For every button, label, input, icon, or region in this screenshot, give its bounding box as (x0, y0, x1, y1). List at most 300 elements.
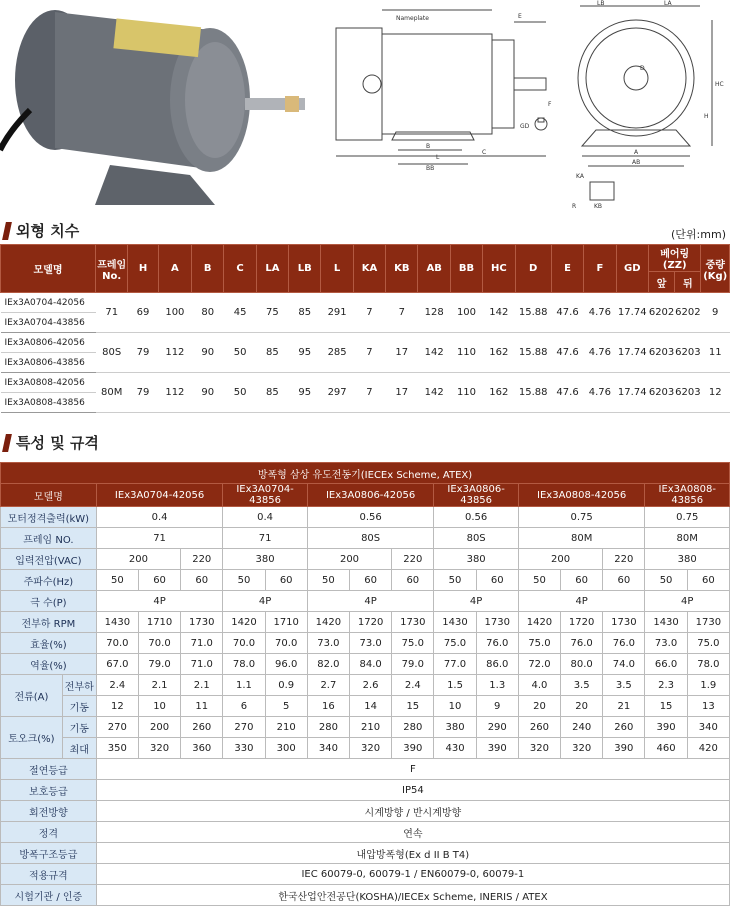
spec-value-cell: 380 (223, 549, 307, 570)
spec-value-cell: 연속 (96, 822, 729, 843)
dimension-value-cell: 47.6 (551, 373, 583, 413)
dim-header: B (192, 245, 224, 293)
spec-label-cell: 극 수(P) (1, 591, 97, 612)
spec-value-cell: 420 (687, 738, 729, 759)
spec-value-cell: 2.4 (96, 675, 138, 696)
spec-sublabel-cell: 전부하 (62, 675, 96, 696)
dim-header-bearing-front: 앞 (648, 272, 674, 293)
spec-value-cell: 11 (181, 696, 223, 717)
spec-value-cell: 1720 (561, 612, 603, 633)
spec-value-cell: 70.0 (138, 633, 180, 654)
dim-hc: HC (715, 81, 724, 88)
table-row (1, 843, 730, 864)
dimension-value-cell: 112 (158, 333, 191, 373)
dim-header-model: 모델명 (1, 245, 96, 293)
spec-value-cell: 50 (223, 570, 265, 591)
table-row (1, 717, 730, 738)
spec-value-cell: 60 (476, 570, 518, 591)
table-row (1, 654, 730, 675)
dimension-value-cell: 6203 (675, 333, 701, 373)
spec-value-cell: 80.0 (561, 654, 603, 675)
spec-value-cell: 1730 (181, 612, 223, 633)
spec-value-cell: 4P (307, 591, 434, 612)
dim-gd: GD (520, 123, 530, 130)
spec-value-cell: 50 (307, 570, 349, 591)
dimension-value-cell: 285 (321, 333, 353, 373)
spec-value-cell: 1720 (350, 612, 392, 633)
spec-value-cell: 390 (645, 717, 687, 738)
spec-value-cell: 1.9 (687, 675, 729, 696)
spec-label-cell: 방폭구조등급 (1, 843, 97, 864)
spec-value-cell: 84.0 (350, 654, 392, 675)
dimension-value-cell: 69 (128, 293, 158, 333)
table-row (1, 333, 730, 353)
spec-value-cell: 76.0 (603, 633, 645, 654)
spec-value-cell: 320 (561, 738, 603, 759)
spec-value-cell: 4P (645, 591, 730, 612)
dimension-value-cell: 110 (450, 333, 482, 373)
spec-label-cell: 절연등급 (1, 759, 97, 780)
front-view-drawing (578, 6, 712, 200)
dim-la: LA (664, 0, 672, 7)
product-figure (0, 0, 730, 210)
spec-label-cell: 전부하 RPM (1, 612, 97, 633)
spec-value-cell: 1.1 (223, 675, 265, 696)
table-row (1, 633, 730, 654)
spec-value-cell: 1710 (138, 612, 180, 633)
spec-table-body (1, 463, 730, 906)
table-row (1, 822, 730, 843)
dim-header: F (584, 245, 616, 293)
spec-label-cell: 입력전압(VAC) (1, 549, 97, 570)
spec-value-cell: 9 (476, 696, 518, 717)
model-name-cell: IEx3A0704-42056 (1, 293, 96, 313)
spec-value-cell: 4P (223, 591, 307, 612)
table-row (1, 463, 730, 484)
dim-bb: BB (426, 165, 435, 172)
spec-value-cell: 77.0 (434, 654, 476, 675)
spec-value-cell: 220 (603, 549, 645, 570)
table-row (1, 696, 730, 717)
spec-value-cell: 270 (223, 717, 265, 738)
dimension-value-cell: 128 (418, 293, 450, 333)
dimension-value-cell: 6203 (648, 333, 674, 373)
dim-c: C (482, 149, 487, 156)
dim-header: LB (289, 245, 321, 293)
dimension-value-cell: 90 (192, 373, 224, 413)
spec-value-cell: 270 (96, 717, 138, 738)
dimension-value-cell: 162 (483, 373, 515, 413)
dimension-value-cell: 80M (96, 373, 128, 413)
spec-value-cell: 2.3 (645, 675, 687, 696)
dimension-value-cell: 12 (701, 373, 730, 413)
spec-value-cell: 80S (307, 528, 434, 549)
dim-lb: LB (597, 0, 605, 7)
spec-value-cell: 75.0 (687, 633, 729, 654)
spec-value-cell: 80M (518, 528, 645, 549)
spec-value-cell: 200 (518, 549, 602, 570)
table-row (1, 570, 730, 591)
spec-value-cell: 300 (265, 738, 307, 759)
motor-photo (0, 10, 305, 205)
spec-value-cell: 320 (350, 738, 392, 759)
spec-model-cell: IEx3A0806-42056 (307, 484, 434, 507)
spec-value-cell: 79.0 (392, 654, 434, 675)
dimension-value-cell: 7 (353, 373, 385, 413)
table-row (1, 801, 730, 822)
spec-value-cell: 380 (645, 549, 730, 570)
spec-value-cell: 78.0 (687, 654, 729, 675)
dimension-value-cell: 90 (192, 333, 224, 373)
title-marker-icon (2, 434, 12, 452)
dimension-table (0, 244, 730, 413)
spec-value-cell: 60 (350, 570, 392, 591)
table-row (1, 373, 730, 393)
spec-value-cell: 290 (476, 717, 518, 738)
spec-value-cell: 73.0 (307, 633, 349, 654)
spec-value-cell: 220 (392, 549, 434, 570)
spec-value-cell: 1430 (96, 612, 138, 633)
spec-value-cell: 260 (181, 717, 223, 738)
spec-value-cell: 67.0 (96, 654, 138, 675)
spec-value-cell: 71.0 (181, 633, 223, 654)
spec-value-cell: 72.0 (518, 654, 560, 675)
spec-value-cell: 60 (561, 570, 603, 591)
table-row (1, 864, 730, 885)
spec-value-cell: 75.0 (518, 633, 560, 654)
dimension-value-cell: 291 (321, 293, 353, 333)
spec-value-cell: 1420 (307, 612, 349, 633)
dimension-value-cell: 80S (96, 333, 128, 373)
spec-label-cell: 보호등급 (1, 780, 97, 801)
spec-table-title: 방폭형 삼상 유도전동기(IECEx Scheme, ATEX) (1, 463, 730, 484)
dimension-value-cell: 47.6 (551, 333, 583, 373)
spec-label-cell: 적용규격 (1, 864, 97, 885)
spec-model-cell: IEx3A0808-42056 (518, 484, 645, 507)
dim-d: D (640, 65, 645, 72)
spec-value-cell: 70.0 (96, 633, 138, 654)
nameplate-label: Nameplate (396, 15, 429, 22)
dim-b: B (426, 143, 431, 150)
spec-value-cell: 5 (265, 696, 307, 717)
table-row (1, 612, 730, 633)
spec-value-cell: 1730 (392, 612, 434, 633)
spec-value-cell: 2.4 (392, 675, 434, 696)
spec-value-cell: 71.0 (181, 654, 223, 675)
spec-value-cell: 340 (687, 717, 729, 738)
dim-header: D (515, 245, 551, 293)
spec-value-cell: 0.56 (434, 507, 518, 528)
spec-value-cell: 390 (476, 738, 518, 759)
spec-value-cell: 60 (687, 570, 729, 591)
spec-value-cell: 1430 (434, 612, 476, 633)
dimension-value-cell: 15.88 (515, 293, 551, 333)
dimension-value-cell: 100 (450, 293, 482, 333)
spec-value-cell: 82.0 (307, 654, 349, 675)
dim-header: E (551, 245, 583, 293)
table-row (1, 528, 730, 549)
spec-value-cell: 360 (181, 738, 223, 759)
spec-value-cell: 50 (645, 570, 687, 591)
dimension-value-cell: 17 (386, 373, 418, 413)
spec-label-cell: 모터정격출력(kW) (1, 507, 97, 528)
dimension-value-cell: 15.88 (515, 333, 551, 373)
spec-value-cell: 50 (434, 570, 476, 591)
spec-value-cell: 20 (518, 696, 560, 717)
dimension-value-cell: 15.88 (515, 373, 551, 413)
spec-label-cell: 정격 (1, 822, 97, 843)
spec-value-cell: 0.9 (265, 675, 307, 696)
spec-value-cell: 2.6 (350, 675, 392, 696)
spec-value-cell: 4P (518, 591, 645, 612)
dim-header: AB (418, 245, 450, 293)
table-row (1, 507, 730, 528)
spec-value-cell: 13 (687, 696, 729, 717)
spec-model-cell: IEx3A0808-43856 (645, 484, 730, 507)
dim-ka: KA (576, 173, 584, 180)
dim-header-frame: 프레임 No. (96, 245, 128, 293)
dim-header: KB (386, 245, 418, 293)
dim-header: C (224, 245, 256, 293)
spec-value-cell: 1730 (476, 612, 518, 633)
table-row (1, 591, 730, 612)
dimension-value-cell: 112 (158, 373, 191, 413)
dim-header: H (128, 245, 158, 293)
dimension-value-cell: 79 (128, 373, 158, 413)
spec-value-cell: 16 (307, 696, 349, 717)
spec-value-cell: 74.0 (603, 654, 645, 675)
spec-value-cell: 4P (434, 591, 518, 612)
dimension-value-cell: 95 (289, 373, 321, 413)
spec-label-cell: 토오크(%) (1, 717, 63, 759)
dimension-value-cell: 6203 (648, 373, 674, 413)
dim-header: L (321, 245, 353, 293)
dim-header: LA (256, 245, 288, 293)
dimension-value-cell: 17 (386, 333, 418, 373)
spec-value-cell: 210 (265, 717, 307, 738)
spec-value-cell: 220 (181, 549, 223, 570)
unit-label: (단위:mm) (671, 228, 726, 241)
spec-value-cell: 340 (307, 738, 349, 759)
spec-value-cell: 60 (265, 570, 307, 591)
table-row (1, 738, 730, 759)
spec-sublabel-cell: 기동 (62, 696, 96, 717)
table-row (1, 885, 730, 906)
spec-sublabel-cell: 기동 (62, 717, 96, 738)
spec-value-cell: 320 (518, 738, 560, 759)
spec-value-cell: 390 (392, 738, 434, 759)
spec-value-cell: 75.0 (434, 633, 476, 654)
spec-label-cell: 모델명 (1, 484, 97, 507)
spec-value-cell: 240 (561, 717, 603, 738)
spec-value-cell: 78.0 (223, 654, 265, 675)
dimension-value-cell: 45 (224, 293, 256, 333)
spec-value-cell: 한국산업안전공단(KOSHA)/IECEx Scheme, INERIS / ATEX (96, 885, 729, 906)
spec-value-cell: 71 (223, 528, 307, 549)
spec-value-cell: 75.0 (392, 633, 434, 654)
spec-value-cell: 96.0 (265, 654, 307, 675)
spec-value-cell: 60 (138, 570, 180, 591)
dimension-value-cell: 9 (701, 293, 730, 333)
dimension-value-cell: 6202 (648, 293, 674, 333)
spec-value-cell: 1730 (603, 612, 645, 633)
dimension-value-cell: 6203 (675, 373, 701, 413)
dim-header: A (158, 245, 191, 293)
dim-header: GD (616, 245, 648, 293)
dimension-value-cell: 162 (483, 333, 515, 373)
spec-value-cell: 70.0 (265, 633, 307, 654)
spec-value-cell: 86.0 (476, 654, 518, 675)
dim-header: HC (483, 245, 515, 293)
spec-value-cell: 79.0 (138, 654, 180, 675)
dimension-value-cell: 80 (192, 293, 224, 333)
spec-value-cell: 71 (96, 528, 223, 549)
dim-f: F (548, 101, 552, 108)
dimension-value-cell: 100 (158, 293, 191, 333)
table-row (1, 293, 730, 313)
spec-value-cell: 0.4 (223, 507, 307, 528)
dim-a: A (634, 149, 639, 156)
spec-model-cell: IEx3A0806-43856 (434, 484, 518, 507)
side-view-drawing (336, 10, 546, 164)
spec-value-cell: 70.0 (223, 633, 265, 654)
spec-value-cell: 10 (138, 696, 180, 717)
dim-header: BB (450, 245, 482, 293)
table-row (1, 484, 730, 507)
spec-value-cell: 1.3 (476, 675, 518, 696)
table-row (1, 780, 730, 801)
dimension-value-cell: 142 (483, 293, 515, 333)
spec-value-cell: 1420 (518, 612, 560, 633)
dim-h: H (704, 113, 709, 120)
table-row (1, 675, 730, 696)
spec-value-cell: IP54 (96, 780, 729, 801)
spec-label-cell: 회전방향 (1, 801, 97, 822)
spec-value-cell: 60 (603, 570, 645, 591)
spec-value-cell: 320 (138, 738, 180, 759)
model-name-cell: IEx3A0704-43856 (1, 313, 96, 333)
spec-value-cell: 12 (96, 696, 138, 717)
spec-value-cell: 21 (603, 696, 645, 717)
spec-value-cell: 14 (350, 696, 392, 717)
spec-label-cell: 시험기관 / 인증 (1, 885, 97, 906)
dimension-value-cell: 47.6 (551, 293, 583, 333)
dimension-value-cell: 142 (418, 373, 450, 413)
spec-value-cell: 1430 (645, 612, 687, 633)
spec-value-cell: IEC 60079-0, 60079-1 / EN60079-0, 60079-1 (96, 864, 729, 885)
dimension-value-cell: 7 (353, 333, 385, 373)
spec-value-cell: 200 (96, 549, 180, 570)
spec-label-cell: 효율(%) (1, 633, 97, 654)
spec-value-cell: 15 (392, 696, 434, 717)
spec-value-cell: 390 (603, 738, 645, 759)
dimension-value-cell: 7 (353, 293, 385, 333)
spec-value-cell: 260 (603, 717, 645, 738)
dimension-value-cell: 11 (701, 333, 730, 373)
dimension-value-cell: 17.74 (616, 373, 648, 413)
dimension-value-cell: 297 (321, 373, 353, 413)
spec-value-cell: 0.75 (518, 507, 645, 528)
dim-header: KA (353, 245, 385, 293)
spec-sublabel-cell: 최대 (62, 738, 96, 759)
model-name-cell: IEx3A0808-42056 (1, 373, 96, 393)
dimension-value-cell: 7 (386, 293, 418, 333)
dim-kb: KB (594, 203, 603, 210)
dimension-value-cell: 4.76 (584, 373, 616, 413)
dim-l: L (436, 154, 440, 161)
specs-title-text: 특성 및 규격 (16, 434, 99, 452)
spec-model-cell: IEx3A0704-43856 (223, 484, 307, 507)
spec-label-cell: 전류(A) (1, 675, 63, 717)
spec-value-cell: 200 (307, 549, 391, 570)
spec-value-cell: 4.0 (518, 675, 560, 696)
spec-value-cell: 3.5 (561, 675, 603, 696)
dimension-value-cell: 85 (289, 293, 321, 333)
model-name-cell: IEx3A0808-43856 (1, 393, 96, 413)
spec-value-cell: 73.0 (645, 633, 687, 654)
spec-table (0, 462, 730, 906)
spec-value-cell: 10 (434, 696, 476, 717)
dimension-value-cell: 110 (450, 373, 482, 413)
spec-value-cell: 380 (434, 549, 518, 570)
spec-value-cell: 6 (223, 696, 265, 717)
spec-value-cell: 4P (96, 591, 223, 612)
spec-value-cell: 260 (518, 717, 560, 738)
dim-header-weight: 중량 (Kg) (701, 245, 730, 293)
dim-ab: AB (632, 159, 641, 166)
dimension-value-cell: 71 (96, 293, 128, 333)
title-marker-icon (2, 222, 12, 240)
dimension-value-cell: 17.74 (616, 333, 648, 373)
dimensions-section-title (4, 220, 79, 241)
dimension-value-cell: 85 (256, 373, 288, 413)
dim-e: E (518, 13, 522, 20)
spec-value-cell: 60 (392, 570, 434, 591)
model-name-cell: IEx3A0806-42056 (1, 333, 96, 353)
spec-value-cell: 76.0 (476, 633, 518, 654)
shaft-detail-drawing (535, 118, 547, 130)
spec-label-cell: 역율(%) (1, 654, 97, 675)
spec-value-cell: 280 (307, 717, 349, 738)
spec-value-cell: 76.0 (561, 633, 603, 654)
spec-value-cell: 66.0 (645, 654, 687, 675)
spec-value-cell: 1420 (223, 612, 265, 633)
dimension-value-cell: 75 (256, 293, 288, 333)
dim-table-body (1, 293, 730, 413)
spec-value-cell: 430 (434, 738, 476, 759)
model-name-cell: IEx3A0806-43856 (1, 353, 96, 373)
spec-label-cell: 프레임 NO. (1, 528, 97, 549)
spec-value-cell: 460 (645, 738, 687, 759)
spec-label-cell: 주파수(Hz) (1, 570, 97, 591)
spec-value-cell: 60 (181, 570, 223, 591)
dimension-value-cell: 142 (418, 333, 450, 373)
dimension-value-cell: 95 (289, 333, 321, 373)
spec-value-cell: 80M (645, 528, 730, 549)
spec-value-cell: 내압방폭형(Ex d II B T4) (96, 843, 729, 864)
dimensions-title-text: 외형 치수 (16, 222, 80, 240)
dimension-value-cell: 50 (224, 373, 256, 413)
spec-value-cell: 시계방향 / 반시계방향 (96, 801, 729, 822)
spec-value-cell: 3.5 (603, 675, 645, 696)
spec-value-cell: 2.1 (181, 675, 223, 696)
spec-value-cell: 1730 (687, 612, 729, 633)
spec-value-cell: 380 (434, 717, 476, 738)
spec-value-cell: 73.0 (350, 633, 392, 654)
spec-value-cell: 1.5 (434, 675, 476, 696)
table-row (1, 759, 730, 780)
spec-value-cell: 50 (518, 570, 560, 591)
